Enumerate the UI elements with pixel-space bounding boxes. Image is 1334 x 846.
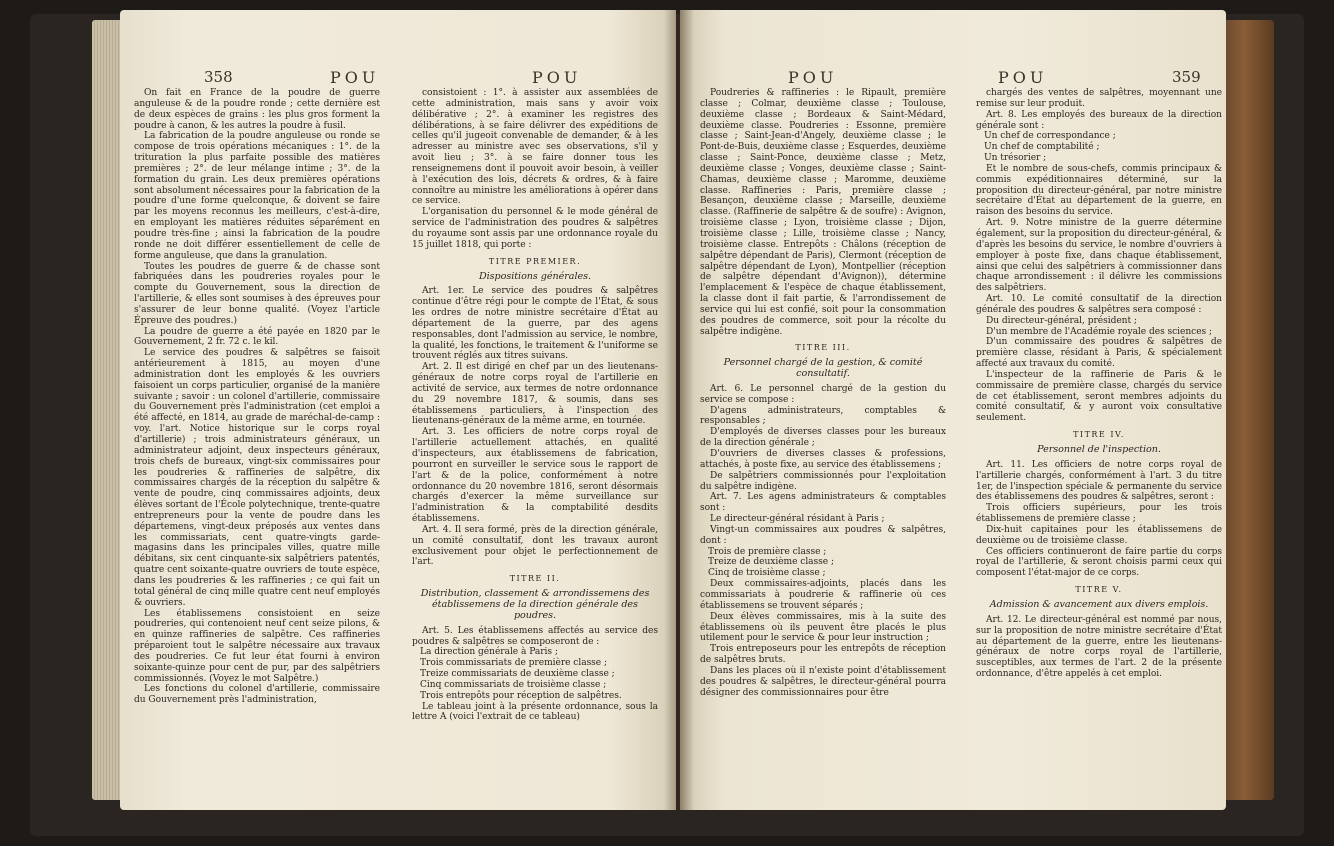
paragraph: D'ouvriers de diverses classes & professions, attachés, à poste fixe, au service des établissemens ; xyxy=(700,449,946,470)
paragraph: Un chef de correspondance ; xyxy=(984,131,1116,142)
paragraph: Art. 3. Les officiers de notre corps royal de l'artillerie actuellement attachés, en qualité d'inspecteurs, aux établissemens de fabrication, pourront en surveiller le service sous le rapport de l'art & de la police, conformément à notre ordonnance du 20 novembre 1816, seront désormais chargés d'exercer la même surveillance sur l'administration & la comptabilité desdits établissemens. xyxy=(412,427,658,525)
paragraph: D'un commissaire des poudres & salpêtres de première classe, résidant à Paris, & spécialement affecté aux travaux du comité. xyxy=(976,337,1222,370)
paragraph: Art. 5. Les établissemens affectés au service des poudres & salpêtres se composeront de : xyxy=(412,625,658,647)
paragraph: Art. 9. Notre ministre de la guerre détermine également, sur la proposition du directeur-général, & d'après les besoins du service, le nombre d'ouvriers à employer à poste fixe, dans chaque établissement, ainsi que celui des salpêtriers à commissionner dans chaque arrondissement : il délivre les commissions des salpêtriers. xyxy=(976,218,1222,294)
running-header-right: POU xyxy=(998,68,1048,87)
paragraph: chargés des ventes de salpêtres, moyennant une remise sur leur produit. xyxy=(976,88,1222,109)
paragraph: Du directeur-général, président ; xyxy=(986,315,1137,326)
paragraph: Trois entrepôts pour réception de salpêtres. xyxy=(420,690,622,701)
paragraph: Art. 11. Les officiers de notre corps royal de l'artillerie chargés, conformément à l'art. 3 du titre 1er, de l'inspection spéciale & permanente du service des établissemens des poudres & salpêtres, seront : xyxy=(976,459,1222,503)
paragraph: Dix-huit capitaines pour les établissemens de deuxième ou de troisième classe. xyxy=(976,524,1222,546)
paragraph: Art. 12. Le directeur-général est nommé par nous, sur la proposition de notre ministre secrétaire d'État au département de la guerre, entre les lieutenans-généraux de notre corps royal de l'artillerie, susceptibles, aux termes de l'art. 2 de la présente ordonnance, d'être appelés à cet emploi. xyxy=(976,614,1222,680)
running-header-right: POU xyxy=(532,68,582,87)
text-column-2 xyxy=(976,88,1222,680)
gutter-shadow xyxy=(664,10,694,810)
text-column-1 xyxy=(700,88,946,698)
paragraph: L'organisation du personnel & le mode général de service de l'administration des poudres & salpêtres du royaume sont assis par une ordonnance royale du 15 juillet 1818, qui porte : xyxy=(412,207,658,250)
paragraph: Deux élèves commissaires, mis à la suite des établissemens où ils peuvent être placés le plus utilement pour le service & pour leur instruction ; xyxy=(700,611,946,644)
running-header-left: POU xyxy=(330,68,380,87)
paragraph: D'employés de diverses classes pour les bureaux de la direction générale ; xyxy=(700,427,946,449)
section-subtitle: Admission & avancement aux divers emplois. xyxy=(989,598,1209,610)
right-page xyxy=(680,10,1226,810)
paragraph: Un trésorier ; xyxy=(984,153,1047,164)
text-column-1 xyxy=(134,88,380,706)
paragraph: Dans les places où il n'existe point d'établissement des poudres & salpêtres, le directeur-général pourra désigner des commissionnaires pour être xyxy=(700,665,946,698)
paragraph: Trois officiers supérieurs, pour les trois établissemens de première classe ; xyxy=(976,503,1222,525)
paragraph: Art. 4. Il sera formé, près de la direction générale, un comité consultatif, dont les travaux auront exclusivement pour objet le perfectionnement de l'art. xyxy=(412,524,658,568)
paragraph: Deux commissaires-adjoints, placés dans les commissariats à poudrerie & raffinerie où ces établissemens se trouvent séparés ; xyxy=(700,579,946,611)
book-cover-edge xyxy=(1224,20,1274,800)
paragraph: D'agens administrateurs, comptables & responsables ; xyxy=(700,405,946,427)
paragraph: Art. 1er. Le service des poudres & salpêtres continue d'être régi pour le compte de l'État, & sous les ordres de notre ministre secrétaire d'État au département de la guerre, par des agens responsables, dont l'admission au service, le nombre, la qualité, les fonctions, le traitement & l'uniforme se trouvent réglés aux titres suivans. xyxy=(412,286,658,362)
paragraph: Trois commissariats de première classe ; xyxy=(420,658,607,669)
paragraph: Le tableau joint à la présente ordonnance, sous la lettre A (voici l'extrait de ce tableau) xyxy=(412,701,658,723)
paragraph: Les établissemens consistoient en seize poudreries, qui contenoient neuf cent seize pilons, & en quinze raffineries de salpêtre. Ces raffineries préparoient tout le salpêtre nécessaire aux travaux des poudreries. Ce fut leur état fourni à environ soixante-quinze pour cent de pur, par des salpêtriers commissionnés. (Voyez le mot Salpêtre.) xyxy=(134,608,380,684)
paragraph: Art. 8. Les employés des bureaux de la direction générale sont : xyxy=(976,109,1222,131)
paragraph: On fait en France de la poudre de guerre anguleuse & de la poudre ronde ; cette dernière est de deux espèces de grains : les plus gros forment la poudre à canon, & les autres la poudre à fusil. xyxy=(134,88,380,131)
paragraph: consistoient : 1°. à assister aux assemblées de cette administration, mais sans y avoir voix délibérative ; 2°. à examiner les registres des délibérations, à se faire délivrer des expéditions de celles qu'il jugeoit convenable de demander, & à les adresser au ministre avec ses observations, s'il y avoit lieu ; 3°. à se faire donner tous les renseignemens dont il pouvoit avoir besoin, à veiller à l'exécution des lois, décrets & ordres, & à faire connoître au ministre les améliorations à opérer dans ce service. xyxy=(412,88,658,207)
paragraph: Art. 7. Les agens administrateurs & comptables sont : xyxy=(700,492,946,514)
paragraph: Art. 6. Le personnel chargé de la gestion du service se compose : xyxy=(700,383,946,405)
paragraph: La direction générale à Paris ; xyxy=(420,647,558,658)
paragraph: Treize commissariats de deuxième classe ; xyxy=(420,669,615,680)
section-title: TITRE III. xyxy=(795,343,851,353)
paragraph: Trois de première classe ; xyxy=(708,546,827,557)
section-subtitle: Distribution, classement & arrondissemens des établissemens de la direction générale des poudres. xyxy=(420,588,650,621)
paragraph: La poudre de guerre a été payée en 1820 par le Gouvernement, 2 fr. 72 c. le kil. xyxy=(134,326,380,348)
left-page xyxy=(120,10,676,810)
paragraph: Le service des poudres & salpêtres se faisoit antérieurement à 1815, au moyen d'une administration dont les employés & les ouvriers faisoient un corps particulier, organisé de la manière suivante ; savoir : un colonel d'artillerie, commissaire du Gouvernement près l'administration (cet emploi a été affecté, en 1814, au grade de maréchal-de-camp : voy. l'art. Notice historique sur le corps royal d'artillerie) ; trois administrateurs généraux, un administrateur adjoint, deux inspecteurs généraux, trois chefs de bureaux, vingt-six commissaires pour les poudreries & raffineries de salpêtre, dix commissaires chargés de la réception du salpêtre & vente de poudre, cinq commissaires adjoints, deux élèves sortant de l'École polytechnique, trente-quatre entrepreneurs pour la vente de poudre dans les départemens, vingt-deux préposés aux ventes dans les commissariats, cent quatre-vingts garde-magasins dans les principales villes, quatre mille débitans, six cent cinquante-six salpêtriers patentés, quatre cent soixante-quatre ouvriers de toute espèce, dans les poudreries & les raffineries ; ce qui fait un total général de cinq mille quatre cent neuf employés & ouvriers. xyxy=(134,348,380,608)
section-title: TITRE PREMIER. xyxy=(488,256,582,266)
section-title: TITRE V. xyxy=(1075,585,1123,595)
paragraph: Cinq commissariats de troisième classe ; xyxy=(420,679,607,690)
section-subtitle: Dispositions générales. xyxy=(479,270,591,282)
paragraph: Vingt-un commissaires aux poudres & salpêtres, dont : xyxy=(700,524,946,546)
paragraph: Un chef de comptabilité ; xyxy=(984,142,1100,153)
paragraph: Art. 10. Le comité consultatif de la direction générale des poudres & salpêtres sera composé : xyxy=(976,294,1222,315)
paragraph: L'inspecteur de la raffinerie de Paris & le commissaire de première classe, chargés du service de cet établissement, seront membres adjoints du comité consultatif, & y auront voix consultative seulement. xyxy=(976,369,1222,424)
section-subtitle: Personnel chargé de la gestion, & comité consultatif. xyxy=(723,357,923,380)
paragraph: Ces officiers continueront de faire partie du corps royal de l'artillerie, & seront choisis parmi ceux qui composent l'état-major de ce corps. xyxy=(976,546,1222,579)
paragraph: Cinq de troisième classe ; xyxy=(708,568,826,579)
paragraph: Toutes les poudres de guerre & de chasse sont fabriquées dans les poudreries royales pour le compte du Gouvernement, sous la direction de l'artillerie, & elles sont soumises à des épreuves pour s'assurer de leur bonne qualité. (Voyez l'article Épreuve des poudres.) xyxy=(134,261,380,326)
paragraph: D'un membre de l'Académie royale des sciences ; xyxy=(986,326,1213,337)
paragraph: Le directeur-général résidant à Paris ; xyxy=(710,514,885,525)
paragraph: De salpêtriers commissionnés pour l'exploitation du salpêtre indigène. xyxy=(700,470,946,492)
section-subtitle: Personnel de l'inspection. xyxy=(1037,444,1161,455)
running-header-left: POU xyxy=(788,68,838,87)
section-title: TITRE II. xyxy=(509,574,561,584)
page-number: 359 xyxy=(1172,68,1201,86)
paragraph: Et le nombre de sous-chefs, commis principaux & commis expéditionnaires déterminé, sur la proposition du directeur-général, par notre ministre secrétaire d'État au département de la guerre, en raison des besoins du service. xyxy=(976,163,1222,218)
paragraph: Trois entreposeurs pour les entrepôts de réception de salpêtres bruts. xyxy=(700,644,946,666)
paragraph: Art. 2. Il est dirigé en chef par un des lieutenans-généraux de notre corps royal de l'artillerie en activité de service, aux termes de notre ordonnance du 29 novembre 1817, & soumis, dans ses établissemens particuliers, à l'inspection des lieutenans-généraux de la même arme, en tournée. xyxy=(412,362,658,427)
page-number: 358 xyxy=(204,68,233,86)
section-title: TITRE IV. xyxy=(1073,430,1125,440)
paragraph: Treize de deuxième classe ; xyxy=(708,557,834,568)
paragraph: Poudreries & raffineries : le Ripault, première classe ; Colmar, deuxième classe ; Toulouse, deuxième classe ; Bordeaux & Saint-Médard, deuxième classe. Poudreries : Essonne, première classe ; Saint-Jean-d'Angely, deuxième classe ; le Pont-de-Buis, deuxième classe ; Esquerdes, deuxième classe ; Saint-Ponce, deuxième classe ; Metz, deuxième classe ; Vonges, deuxième classe ; Saint-Chamas, deuxième classe ; Maromme, deuxième classe. Raffineries : Paris, première classe ; Besançon, deuxième classe ; Marseille, deuxième classe. (Raffinerie de salpêtre & de soufre) : Avignon, troisième classe ; Lyon, troisième classe ; Dijon, troisième classe ; Lille, troisième classe ; Nancy, troisième classe. Entrepôts : Châlons (réception de salpêtre dépendant de Paris), Clermont (réception de salpêtre dépendant de Lyon), Montpellier (réception de salpêtre dépendant d'Avignon)), détermine l'emplacement & l'espèce de chaque établissement, la classe dont il fait partie, & l'arrondissement de service qui lui est confié, soit pour la consommation des poudres de commerce, soit pour la récolte du salpêtre indigène. xyxy=(700,88,946,337)
text-column-2 xyxy=(412,88,658,723)
paragraph: Les fonctions du colonel d'artillerie, commissaire du Gouvernement près l'administration, xyxy=(134,684,380,706)
paragraph: La fabrication de la poudre anguleuse ou ronde se compose de trois opérations mécaniques : 1°. de la trituration la plus parfaite possible des matières premières ; 2°. de leur mélange intime ; 3°. de la formation du grain. Les deux premières opérations sont absolument nécessaires pour la fabrication de la poudre d'une forme quelconque, & doivent se faire par les moyens reconnus les meilleurs, c'est-à-dire, en employant les matières réduites séparément en poudre très-fine ; ainsi la fabrication de la poudre ronde ne doit différer essentiellement de celle de forme anguleuse, que dans la granulation. xyxy=(134,131,380,261)
